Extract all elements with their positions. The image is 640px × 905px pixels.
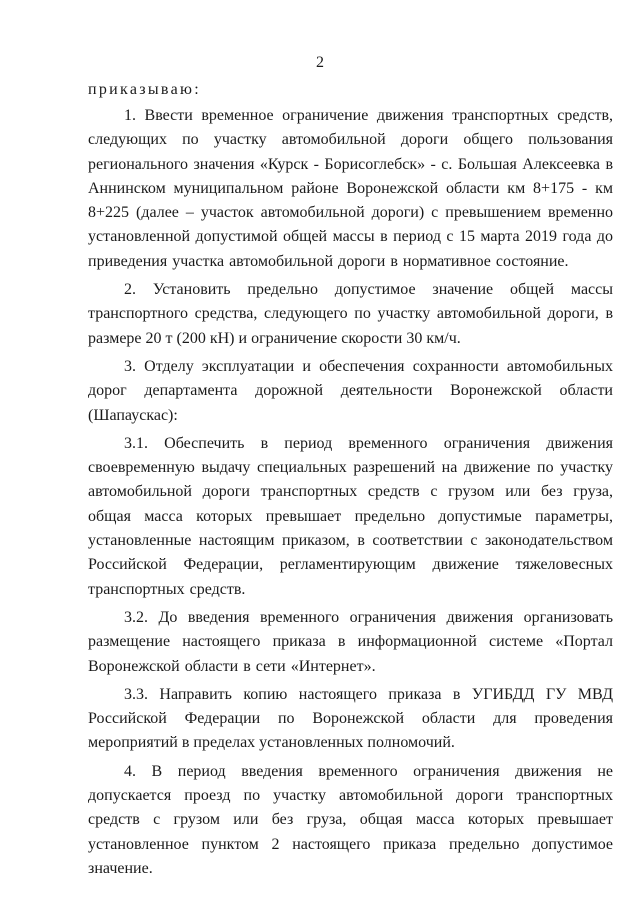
paragraph-3-1: 3.1. Обеспечить в период временного ограничения движения своевременную выдачу специальных разрешений на движение по участку автомобильной дороги транспортных средств с грузом или без груза, общая масса которых превышает предельно допустимые параметры, установленные настоящим приказом, в соответствии с законодательством Российской Федерации, регламентирующим движение тяжеловесных транспортных средств.: [88, 434, 613, 598]
paragraph-3-3: 3.3. Направить копию настоящего приказа в УГИБДД ГУ МВД Российской Федерации по Воронежской области для проведения мероприятий в пределах установленных полномочий.: [88, 685, 613, 752]
paragraph-4: 4. В период введения временного ограничения движения не допускается проезд по участку автомобильной дороги транспортных средств с грузом или без груза, общая масса которых превышает установленное пунктом 2 настоящего приказа предельно допустимое значение.: [88, 762, 613, 877]
paragraph-1: 1. Ввести временное ограничение движения транспортных средств, следующих по участку автомобильной дороги общего пользования регионального значения «Курск - Борисоглебск» - с. Большая Алексеевка в Аннинском муниципальном районе Воронежской области км 8+175 - км 8+225 (далее – участок автомобильной дороги) с превышением временно установленной допустимой общей массы в период с 15 марта 2019 года до приведения участка автомобильной дороги в нормативное состояние.: [88, 107, 613, 270]
order-heading: приказываю:: [88, 81, 201, 98]
page-number: 2: [316, 54, 324, 71]
document-body: [88, 78, 613, 885]
paragraph-2: 2. Установить предельно допустимое значение общей массы транспортного средства, следующего по участку автомобильной дороги, в размере 20 т (200 кН) и ограничение скорости 30 км/ч.: [88, 281, 613, 347]
paragraph-3-2: 3.2. До введения временного ограничения движения организовать размещение настоящего приказа в информационной системе «Портал Воронежской области в сети «Интернет».: [88, 608, 613, 675]
paragraph-3: 3. Отделу эксплуатации и обеспечения сохранности автомобильных дорог департамента дорожной деятельности Воронежской области (Шапаускас):: [88, 357, 613, 424]
